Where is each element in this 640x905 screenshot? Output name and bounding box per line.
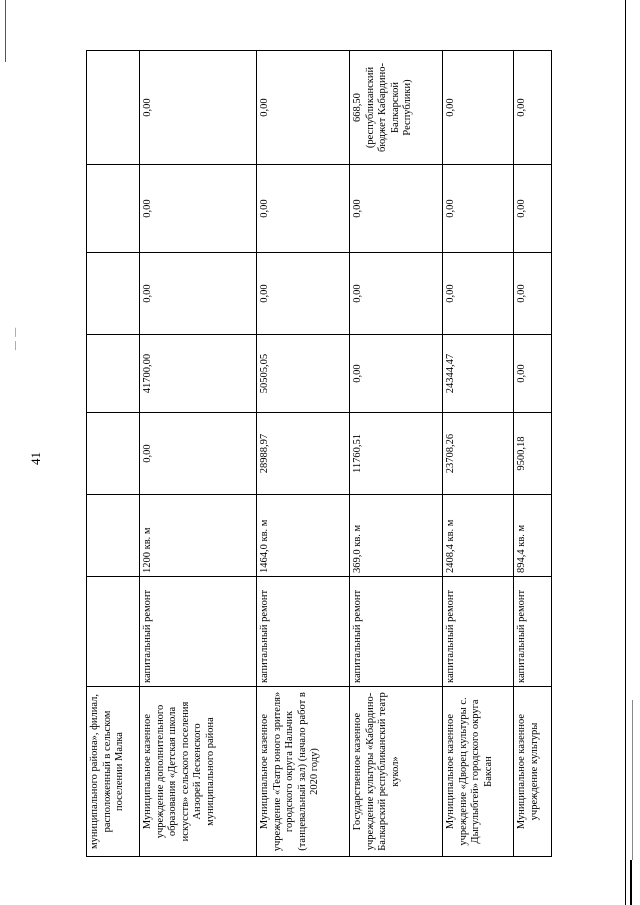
table-row bbox=[140, 51, 257, 857]
value-1: 0,00 bbox=[140, 413, 257, 495]
funding-source bbox=[87, 51, 140, 165]
institution-name: Муниципальное казенное учреждение «Дворец культуры с. Дыгулыбгей» городского округа Баксан bbox=[443, 687, 514, 857]
work-type: капитальный ремонт bbox=[514, 577, 552, 687]
area: 2408,4 кв. м bbox=[443, 495, 514, 577]
funding-source: 0,00 bbox=[443, 51, 514, 165]
table-row bbox=[87, 51, 140, 857]
value-1: 28988,97 bbox=[257, 413, 350, 495]
funding-source: 668,50 (республиканский бюджет Кабардино-Балкарской Республики) bbox=[350, 51, 443, 165]
value-3 bbox=[87, 253, 140, 335]
work-type: капитальный ремонт bbox=[350, 577, 443, 687]
value-4: 0,00 bbox=[140, 165, 257, 253]
value-2 bbox=[87, 335, 140, 413]
scan-header-artifact: — — bbox=[10, 326, 20, 350]
area: 1200 кв. м bbox=[140, 495, 257, 577]
table-row bbox=[350, 51, 443, 857]
area bbox=[87, 495, 140, 577]
funding-source: 0,00 bbox=[140, 51, 257, 165]
table-row bbox=[443, 51, 514, 857]
value-3: 0,00 bbox=[514, 253, 552, 335]
value-1: 9500,18 bbox=[514, 413, 552, 495]
value-1: 23708,26 bbox=[443, 413, 514, 495]
work-type: капитальный ремонт bbox=[140, 577, 257, 687]
value-3: 0,00 bbox=[140, 253, 257, 335]
institution-name: Муниципальное казенное учреждение «Театр юного зрителя» городского округа Нальчик (танцевальный зал) (начало работ в 2020 году) bbox=[257, 687, 350, 857]
value-4: 0,00 bbox=[514, 165, 552, 253]
area: 894,4 кв. м bbox=[514, 495, 552, 577]
institution-name: муниципального района», филиал, расположенный в сельском поселении Малка bbox=[87, 687, 140, 857]
value-2: 0,00 bbox=[350, 335, 443, 413]
value-4: 0,00 bbox=[257, 165, 350, 253]
value-3: 0,00 bbox=[350, 253, 443, 335]
work-type: капитальный ремонт bbox=[257, 577, 350, 687]
funding-source: 0,00 bbox=[514, 51, 552, 165]
page-number: 41 bbox=[28, 452, 43, 465]
value-1 bbox=[87, 413, 140, 495]
value-4: 0,00 bbox=[350, 165, 443, 253]
value-2: 50505,05 bbox=[257, 335, 350, 413]
capital-repair-table bbox=[86, 50, 552, 857]
work-type: капитальный ремонт bbox=[443, 577, 514, 687]
value-2: 24344,47 bbox=[443, 335, 514, 413]
area: 1464,0 кв. м bbox=[257, 495, 350, 577]
funding-source: 0,00 bbox=[257, 51, 350, 165]
institution-name: Государственное казенное учреждение культуры «Кабардино-Балкарский республиканский театр кукол» bbox=[350, 687, 443, 857]
work-type bbox=[87, 577, 140, 687]
value-3: 0,00 bbox=[257, 253, 350, 335]
institution-name: Муниципальное казенное учреждение культуры bbox=[514, 687, 552, 857]
institution-name: Муниципальное казенное учреждение дополнительного образования «Детская школа искусств» сельского поселения Анзорей Лескенского муниципального района bbox=[140, 687, 257, 857]
value-1: 11760,51 bbox=[350, 413, 443, 495]
value-3: 0,00 bbox=[443, 253, 514, 335]
table-row bbox=[257, 51, 350, 857]
value-2: 0,00 bbox=[514, 335, 552, 413]
table-row bbox=[514, 51, 552, 857]
value-4: 0,00 bbox=[443, 165, 514, 253]
value-4 bbox=[87, 165, 140, 253]
area: 369,0 кв. м bbox=[350, 495, 443, 577]
value-2: 41700,00 bbox=[140, 335, 257, 413]
